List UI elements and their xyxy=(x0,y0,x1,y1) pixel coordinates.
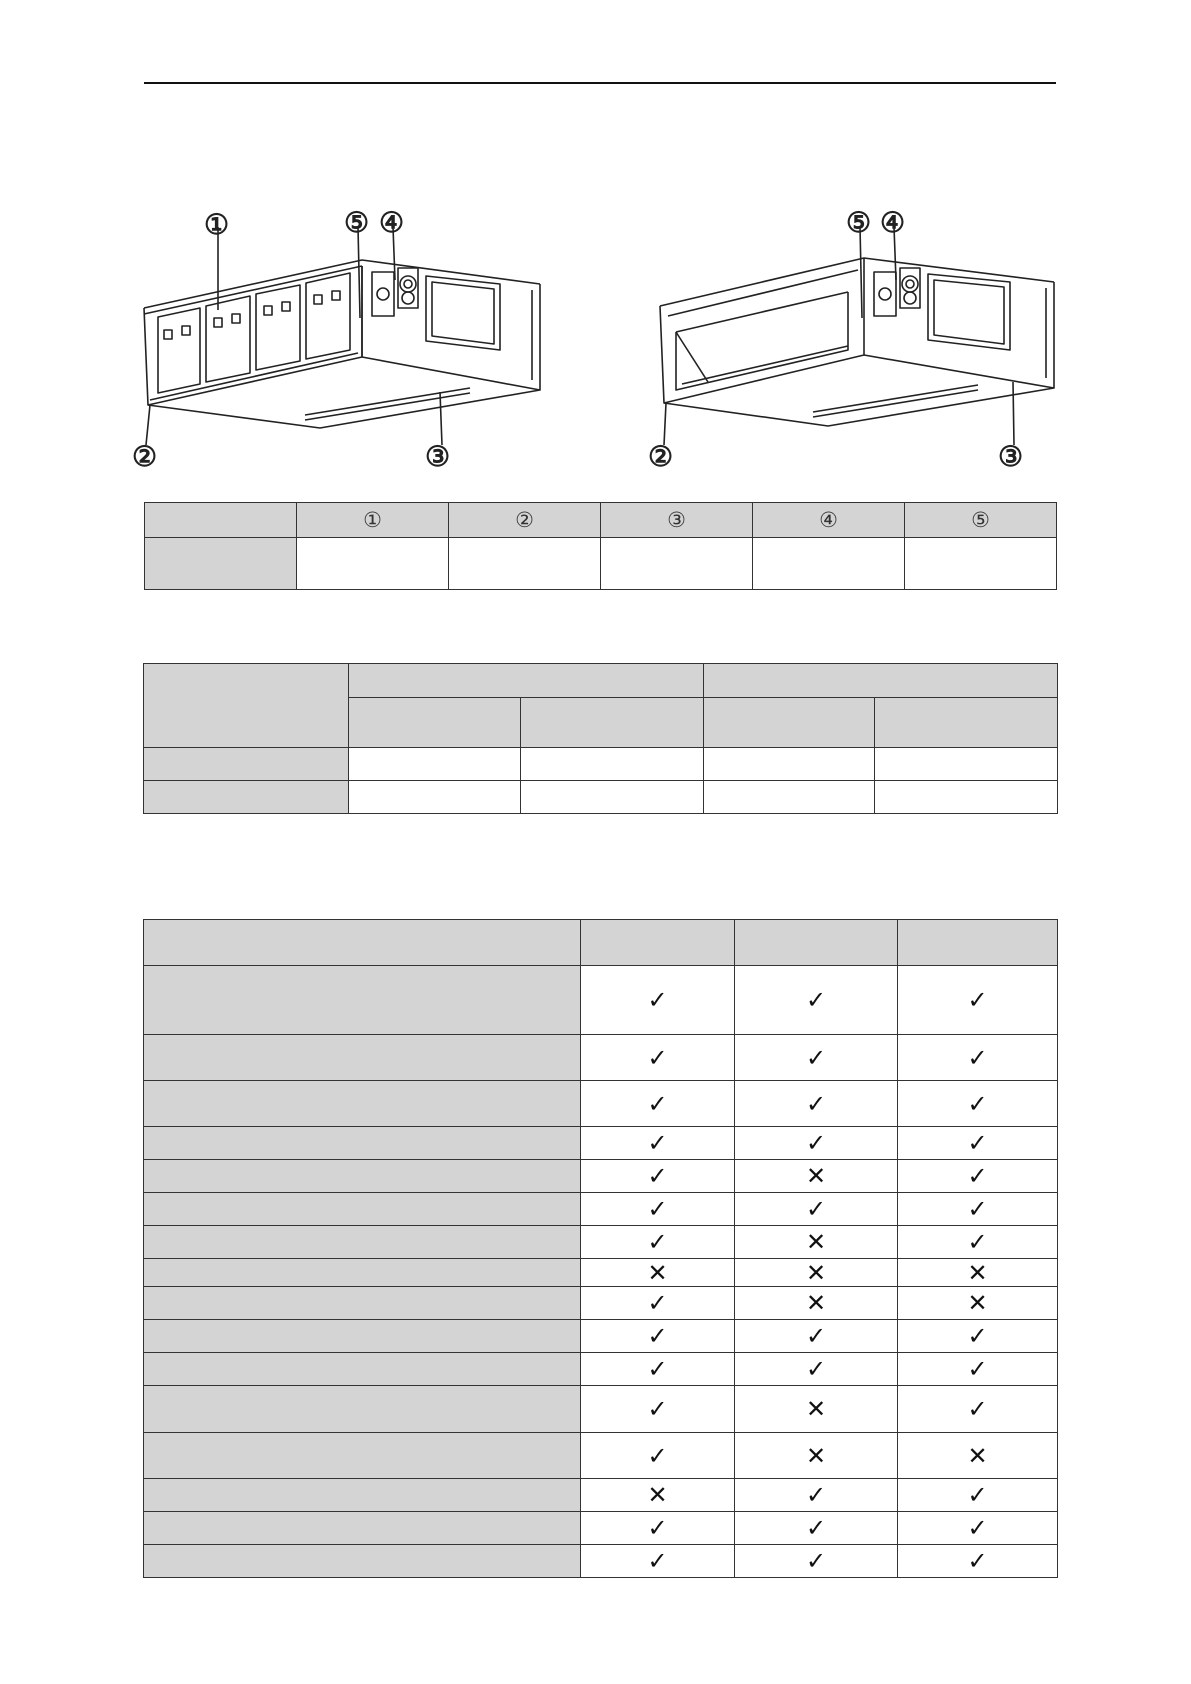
function-row xyxy=(144,1353,1058,1386)
group-header-cell xyxy=(704,664,1058,698)
support-mark: ✓ xyxy=(735,1035,898,1081)
function-row xyxy=(144,1433,1058,1479)
function-label-cell xyxy=(144,1320,581,1353)
support-mark: ✓ xyxy=(898,1127,1058,1160)
support-mark: ✓ xyxy=(898,1320,1058,1353)
function-label-cell xyxy=(144,1386,581,1433)
support-mark: ✓ xyxy=(898,1226,1058,1259)
function-label-cell xyxy=(144,1512,581,1545)
support-mark: ✓ xyxy=(581,1433,735,1479)
part-number: ② xyxy=(449,503,601,538)
support-mark: ✕ xyxy=(735,1160,898,1193)
callout-5: ⑤ xyxy=(846,206,872,239)
function-label-cell xyxy=(144,1160,581,1193)
function-label-cell xyxy=(144,1433,581,1479)
function-row xyxy=(144,1479,1058,1512)
value-cell xyxy=(349,748,521,781)
row-label-cell xyxy=(144,781,349,814)
value-cell xyxy=(704,748,875,781)
function-body xyxy=(144,966,1058,1578)
support-mark: ✓ xyxy=(581,1127,735,1160)
function-row xyxy=(144,966,1058,1035)
spec-row xyxy=(144,781,1058,814)
support-mark: ✓ xyxy=(581,1160,735,1193)
part-number: ④ xyxy=(753,503,905,538)
support-mark: ✓ xyxy=(581,1386,735,1433)
group-header-cell xyxy=(349,664,704,698)
header-cell xyxy=(581,920,735,966)
support-mark: ✕ xyxy=(735,1226,898,1259)
support-mark: ✓ xyxy=(898,1545,1058,1578)
support-mark: ✓ xyxy=(581,1226,735,1259)
callout-4: ④ xyxy=(880,206,906,239)
spec-header-row xyxy=(144,664,1058,698)
support-mark: ✕ xyxy=(735,1433,898,1479)
function-row xyxy=(144,1512,1058,1545)
function-row xyxy=(144,1226,1058,1259)
function-row xyxy=(144,1193,1058,1226)
function-row xyxy=(144,1127,1058,1160)
function-row xyxy=(144,1386,1058,1433)
spec-table xyxy=(143,663,1058,814)
function-row xyxy=(144,1287,1058,1320)
callout-5: ⑤ xyxy=(344,206,370,239)
spec-row xyxy=(144,748,1058,781)
function-row xyxy=(144,1035,1058,1081)
function-row xyxy=(144,1320,1058,1353)
support-mark: ✕ xyxy=(735,1386,898,1433)
value-cell xyxy=(875,781,1058,814)
support-mark: ✓ xyxy=(581,1545,735,1578)
support-mark: ✓ xyxy=(735,1353,898,1386)
support-mark: ✕ xyxy=(581,1259,735,1287)
part-name-cell xyxy=(601,538,753,590)
value-cell xyxy=(875,748,1058,781)
callout-2: ② xyxy=(648,440,674,473)
value-cell xyxy=(349,781,521,814)
function-label-cell xyxy=(144,1287,581,1320)
function-table xyxy=(143,919,1058,1578)
row-label-cell xyxy=(145,538,297,590)
subheader-cell xyxy=(521,698,704,748)
support-mark: ✓ xyxy=(898,1160,1058,1193)
callout-4: ④ xyxy=(379,206,405,239)
function-label-cell xyxy=(144,1035,581,1081)
function-label-cell xyxy=(144,1545,581,1578)
unit-illustration-right xyxy=(648,200,1058,473)
support-mark: ✕ xyxy=(898,1259,1058,1287)
support-mark: ✓ xyxy=(581,1353,735,1386)
value-cell xyxy=(704,781,875,814)
function-row xyxy=(144,1081,1058,1127)
support-mark: ✓ xyxy=(898,966,1058,1035)
part-name-cell xyxy=(449,538,601,590)
support-mark: ✓ xyxy=(735,1320,898,1353)
callout-3: ③ xyxy=(998,440,1024,473)
support-mark: ✓ xyxy=(581,1320,735,1353)
function-label-cell xyxy=(144,1479,581,1512)
parts-name-row xyxy=(145,538,1057,590)
duct-unit-drawing xyxy=(140,200,560,470)
support-mark: ✕ xyxy=(581,1479,735,1512)
function-label-cell xyxy=(144,1127,581,1160)
support-mark: ✓ xyxy=(581,1512,735,1545)
parts-table xyxy=(144,502,1057,590)
function-row xyxy=(144,1545,1058,1578)
support-mark: ✓ xyxy=(735,1127,898,1160)
callout-1: ① xyxy=(204,208,230,241)
support-mark: ✓ xyxy=(898,1512,1058,1545)
header-cell xyxy=(735,920,898,966)
function-label-cell xyxy=(144,1081,581,1127)
support-mark: ✓ xyxy=(735,966,898,1035)
part-name-cell xyxy=(297,538,449,590)
part-number: ⑤ xyxy=(905,503,1057,538)
support-mark: ✕ xyxy=(735,1259,898,1287)
function-label-cell xyxy=(144,1226,581,1259)
support-mark: ✓ xyxy=(735,1193,898,1226)
function-label-cell xyxy=(144,1259,581,1287)
support-mark: ✓ xyxy=(898,1081,1058,1127)
support-mark: ✓ xyxy=(735,1512,898,1545)
function-row xyxy=(144,1259,1058,1287)
row-label-cell xyxy=(144,748,349,781)
function-label-cell xyxy=(144,1353,581,1386)
callout-2: ② xyxy=(132,440,158,473)
support-mark: ✓ xyxy=(581,966,735,1035)
function-row xyxy=(144,1160,1058,1193)
support-mark: ✓ xyxy=(581,1035,735,1081)
unit-illustration-left xyxy=(132,200,560,473)
part-name-cell xyxy=(753,538,905,590)
support-mark: ✓ xyxy=(581,1081,735,1127)
support-mark: ✓ xyxy=(735,1479,898,1512)
header-cell xyxy=(898,920,1058,966)
support-mark: ✕ xyxy=(898,1287,1058,1320)
part-number: ① xyxy=(297,503,449,538)
support-mark: ✓ xyxy=(735,1545,898,1578)
header-cell xyxy=(144,920,581,966)
support-mark: ✓ xyxy=(581,1193,735,1226)
header-rule xyxy=(144,82,1056,84)
corner-cell xyxy=(144,664,349,748)
subheader-cell xyxy=(875,698,1058,748)
support-mark: ✓ xyxy=(898,1035,1058,1081)
parts-header-row xyxy=(145,503,1057,538)
support-mark: ✕ xyxy=(898,1433,1058,1479)
value-cell xyxy=(521,781,704,814)
support-mark: ✓ xyxy=(735,1081,898,1127)
support-mark: ✓ xyxy=(898,1479,1058,1512)
header-cell xyxy=(145,503,297,538)
subheader-cell xyxy=(704,698,875,748)
part-number: ③ xyxy=(601,503,753,538)
support-mark: ✓ xyxy=(898,1353,1058,1386)
support-mark: ✕ xyxy=(735,1287,898,1320)
duct-unit-drawing-alt xyxy=(658,200,1058,470)
function-header-row xyxy=(144,920,1058,966)
support-mark: ✓ xyxy=(581,1287,735,1320)
function-label-cell xyxy=(144,1193,581,1226)
part-name-cell xyxy=(905,538,1057,590)
callout-3: ③ xyxy=(425,440,451,473)
value-cell xyxy=(521,748,704,781)
support-mark: ✓ xyxy=(898,1386,1058,1433)
support-mark: ✓ xyxy=(898,1193,1058,1226)
subheader-cell xyxy=(349,698,521,748)
function-label-cell xyxy=(144,966,581,1035)
